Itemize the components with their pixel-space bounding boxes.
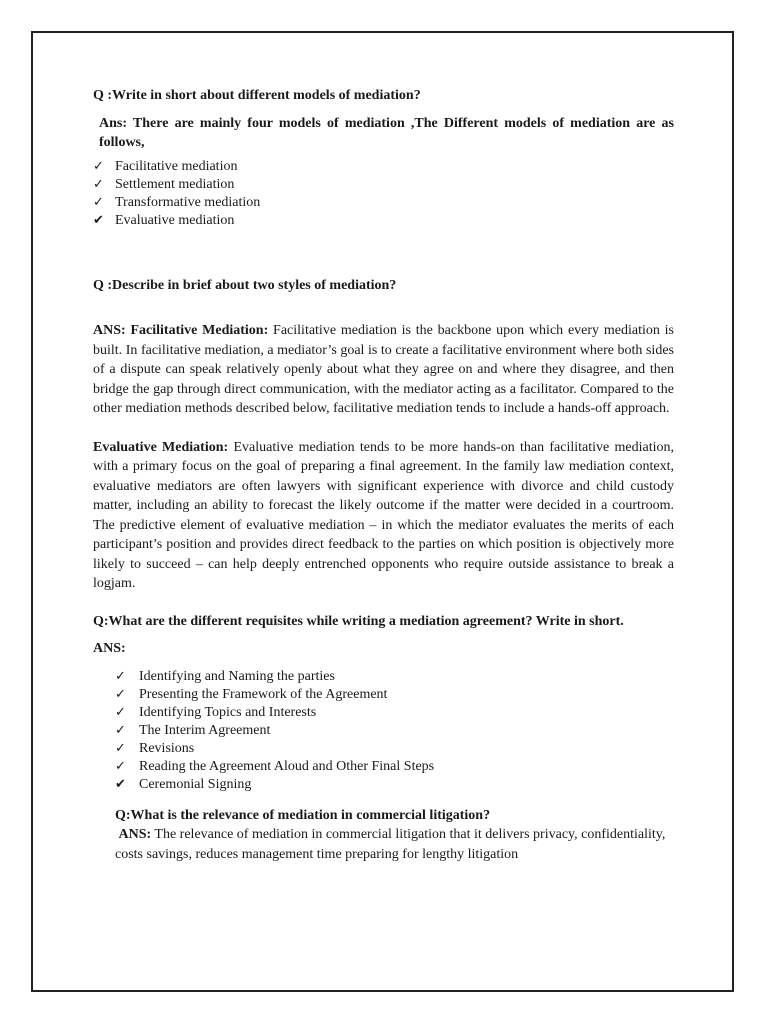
checkmark-icon: ✓ (93, 194, 104, 210)
list-item: ✓ Identifying Topics and Interests (115, 704, 317, 720)
list-item: ✓ Settlement mediation (93, 176, 235, 192)
checkmark-icon: ✓ (115, 758, 126, 774)
answer-4-label: ANS: (118, 827, 152, 842)
checkmark-icon: ✓ (93, 176, 104, 192)
evaluative-paragraph (93, 438, 674, 594)
answer-1-intro: Ans: There are mainly four models of mediation ,The Different models of mediation are as follows, (99, 115, 674, 150)
checkmark-icon: ✓ (115, 740, 126, 756)
checkmark-icon: ✓ (115, 668, 126, 684)
question-2: Q :Describe in brief about two styles of mediation? (93, 277, 397, 293)
list-item: ✓ The Interim Agreement (115, 722, 271, 738)
checkmark-icon: ✓ (115, 704, 126, 720)
checkmark-icon: ✓ (115, 722, 126, 738)
answer-4-text: The relevance of mediation in commercial litigation that it delivers privacy, confidentiality, costs savings, reduces management time preparing for lengthy litigation (115, 827, 666, 862)
evaluative-text: Evaluative mediation tends to be more hands-on than facilitative mediation, with a primary focus on the goal of preparing a final agreement. In the family law mediation context, evaluative mediators are often lawyers with significant experience with divorce and child custody matter, including an ability to forecast the likely outcome if the matter were decided in a courtroom. The predictive element of evaluative mediation – in which the mediator evaluates the merits of each participant’s position and provides direct feedback to the parties on which position is objectively more likely to succeed – can help deeply entrenched opponents who require outside assistance to break a logjam. (93, 439, 674, 591)
models-list (93, 158, 674, 230)
list-item: ✓ Presenting the Framework of the Agreement (115, 686, 388, 702)
answer-4 (115, 825, 674, 864)
checkmark-icon: ✔ (93, 212, 104, 228)
requisites-list (115, 668, 674, 794)
answer-3-label: ANS: (93, 641, 126, 656)
document-content (93, 86, 674, 864)
list-item: ✔ Evaluative mediation (93, 212, 235, 228)
checkmark-icon: ✓ (93, 158, 104, 174)
question-1: Q :Write in short about different models of mediation? (93, 88, 421, 103)
list-item: ✓ Revisions (115, 740, 195, 756)
list-item: ✓ Facilitative mediation (93, 158, 238, 174)
evaluative-label: Evaluative Mediation: (93, 439, 229, 455)
checkmark-icon: ✓ (115, 686, 126, 702)
facilitative-text: Facilitative mediation is the backbone upon which every mediation is built. In facilitative mediation, a mediator’s goal is to create a facilitative environment where both sides of a dispute can speak relatively openly about what they agree on and where they disagree, and then bridge the gap through direct communication, with the mediator acting as a facilitator. Compared to the other mediation methods described below, facilitative mediation tends to include a hands-off approach. (93, 323, 674, 416)
list-item: ✓ Reading the Agreement Aloud and Other Final Steps (115, 758, 435, 774)
checkmark-icon: ✔ (115, 776, 126, 792)
facilitative-paragraph (93, 321, 674, 419)
question-4: Q:What is the relevance of mediation in commercial litigation? (115, 807, 491, 823)
question-3: Q:What are the different requisites while writing a mediation agreement? Write in short. (93, 613, 624, 629)
list-item: ✔ Ceremonial Signing (115, 776, 252, 792)
list-item: ✓ Identifying and Naming the parties (115, 668, 335, 684)
list-item: ✓ Transformative mediation (93, 194, 261, 210)
facilitative-label: ANS: Facilitative Mediation: (93, 323, 269, 338)
